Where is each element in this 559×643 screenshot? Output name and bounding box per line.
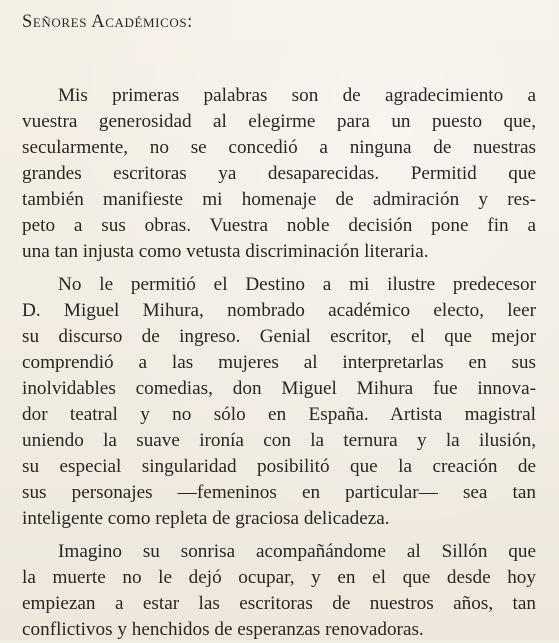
- paragraph-1-line-2: vuestra generosidad al elegirme para un puesto que,: [22, 111, 536, 132]
- paragraph-3-line-3: empiezan a estar las escritoras de nuestros años, tan: [22, 593, 536, 614]
- paragraph-1-line-7: una tan injusta como vetusta discriminación literaria.: [22, 241, 429, 262]
- paragraph-2-line-2: D. Miguel Mihura, nombrado académico electo, leer: [22, 300, 536, 321]
- paragraph-1-line-1: Mis primeras palabras son de agradecimiento a: [58, 85, 536, 106]
- paragraph-3-line-4: conflictivos y henchidos de esperanzas renovadoras.: [22, 619, 424, 640]
- paragraph-1-line-3: secularmente, no se concedió a ninguna de nuestras: [22, 137, 536, 158]
- paragraph-2-line-10: inteligente como repleta de graciosa delicadeza.: [22, 508, 390, 529]
- paragraph-2-line-4: comprendió a las mujeres al interpretarlas en sus: [22, 352, 536, 373]
- salutation: Señores Académicos:: [22, 12, 193, 32]
- paragraph-2-line-5: inolvidables comedias, don Miguel Mihura fue innova-: [22, 378, 536, 399]
- paragraph-1-line-4: grandes escritoras ya desaparecidas. Permitid que: [22, 163, 536, 184]
- paragraph-3-line-1: Imagino su sonrisa acompañándome al Sillón que: [58, 541, 536, 562]
- paragraph-2-line-3: su discurso de ingreso. Genial escritor, el que mejor: [22, 326, 536, 347]
- paragraph-3-line-2: la muerte no le dejó ocupar, y en el que desde hoy: [22, 567, 536, 588]
- paragraph-2-line-1: No le permitió el Destino a mi ilustre predecesor: [58, 274, 536, 295]
- paragraph-2-line-9: sus personajes —femeninos en particular— sea tan: [22, 482, 536, 503]
- paragraph-1-line-6: peto a sus obras. Vuestra noble decisión pone fin a: [22, 215, 536, 236]
- paragraph-2-line-8: su especial singularidad posibilitó que la creación de: [22, 456, 536, 477]
- paragraph-2-line-6: dor teatral y no sólo en España. Artista magistral: [22, 404, 536, 425]
- paragraph-2-line-7: uniendo la suave ironía con la ternura y la ilusión,: [22, 430, 536, 451]
- paragraph-1-line-5: también manifieste mi homenaje de admiración y res-: [22, 189, 536, 210]
